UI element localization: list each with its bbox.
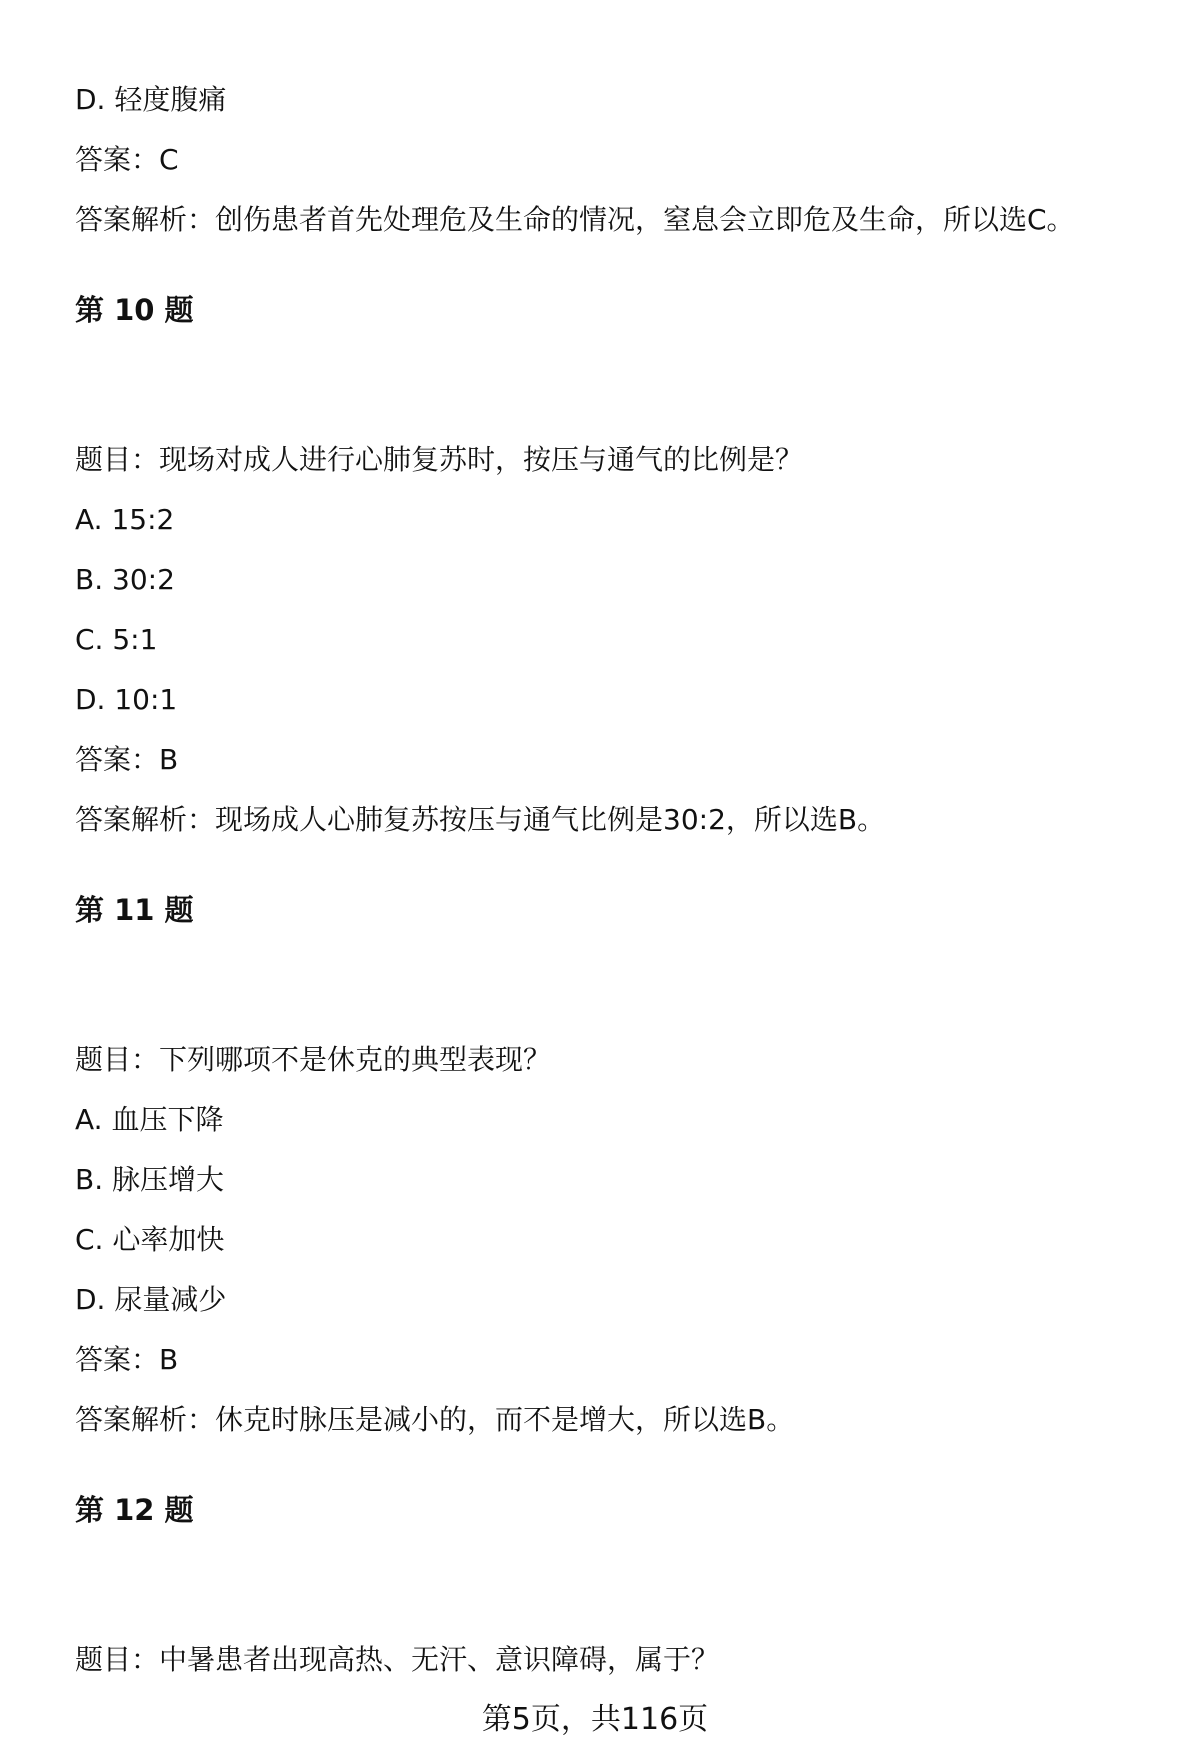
option-d-11: D. 尿量减少 [75,1283,227,1316]
question-prompt-12: 题目：中暑患者出现高热、无汗、意识障碍，属于？ [75,1643,720,1676]
option-d-prev: D. 轻度腹痛 [75,83,227,116]
option-d-10: D. 10:1 [75,683,178,716]
question-heading-12: 第 12 题 [75,1493,194,1527]
option-b-10: B. 30:2 [75,563,175,596]
question-prompt-11: 题目：下列哪项不是休克的典型表现？ [75,1043,552,1076]
answer-prev: 答案：C [75,143,179,176]
answer-11: 答案：B [75,1343,179,1376]
question-heading-10: 第 10 题 [75,293,194,327]
answer-10: 答案：B [75,743,179,776]
option-c-10: C. 5:1 [75,623,158,656]
option-c-11: C. 心率加快 [75,1223,225,1256]
option-a-10: A. 15:2 [75,503,175,536]
page-number-footer: 第5页，共116页 [481,1702,709,1737]
explanation-10: 答案解析：现场成人心肺复苏按压与通气比例是30:2，所以选B。 [75,803,886,836]
option-b-11: B. 脉压增大 [75,1163,225,1196]
option-a-11: A. 血压下降 [75,1103,224,1136]
explanation-prev: 答案解析：创伤患者首先处理危及生命的情况，窒息会立即危及生命，所以选C。 [75,203,1075,236]
question-prompt-10: 题目：现场对成人进行心肺复苏时，按压与通气的比例是？ [75,443,804,476]
question-heading-11: 第 11 题 [75,893,194,927]
explanation-11: 答案解析：休克时脉压是减小的，而不是增大，所以选B。 [75,1403,795,1436]
